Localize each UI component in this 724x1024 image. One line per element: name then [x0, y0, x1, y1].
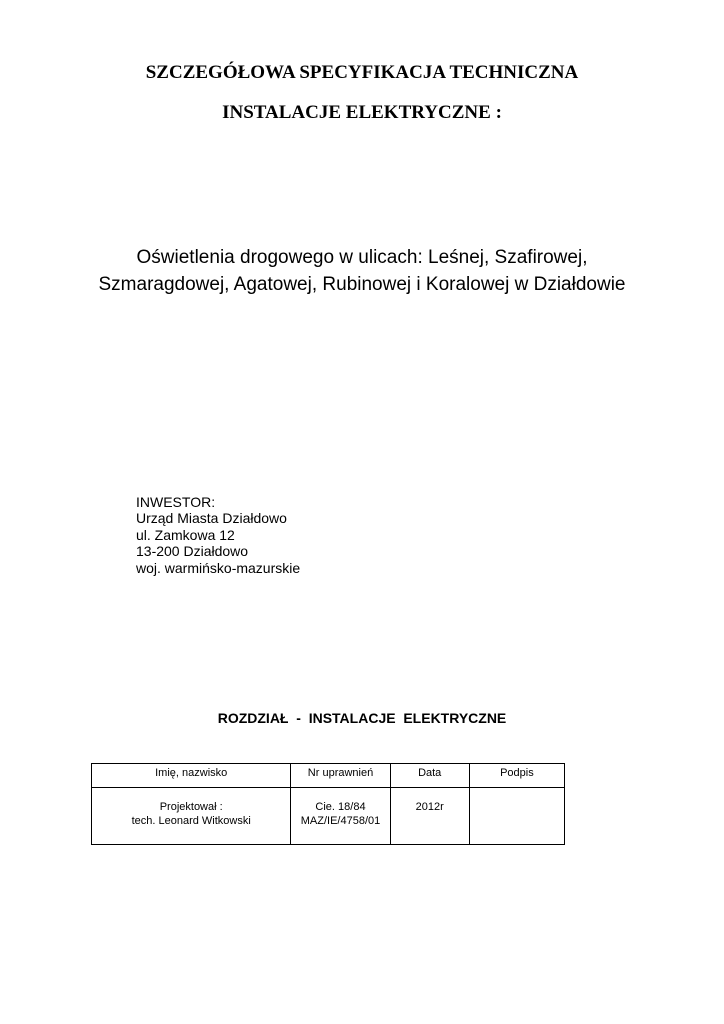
signature-table [91, 763, 565, 845]
header-license: Nr uprawnień [291, 764, 390, 788]
header-signature: Podpis [469, 764, 564, 788]
investor-street: ul. Zamkowa 12 [136, 526, 235, 543]
table-row [92, 788, 565, 845]
chapter-heading: ROZDZIAŁ - INSTALACJE ELEKTRYCZNE [217, 710, 507, 726]
header-date: Data [390, 764, 469, 788]
investor-block [136, 494, 300, 576]
document-subtitle: INSTALACJE ELEKTRYCZNE : [222, 102, 502, 123]
document-title: SZCZEGÓŁOWA SPECYFIKACJA TECHNICZNA [145, 62, 579, 83]
table-header-row [92, 764, 565, 788]
cell-license [291, 788, 390, 845]
cell-designer [92, 788, 291, 845]
project-subject [0, 244, 724, 298]
header-name: Imię, nazwisko [92, 764, 291, 788]
investor-name: Urząd Miasta Działdowo [136, 510, 287, 527]
license-line-1: Cie. 18/84 [315, 801, 366, 813]
designer-role: Projektował : [159, 801, 223, 813]
investor-region: woj. warmińsko-mazurskie [136, 559, 301, 576]
cell-date: 2012r [390, 788, 469, 845]
subject-line-1: Oświetlenia drogowego w ulicach: Leśnej, Szafirowej, [136, 247, 588, 268]
cell-signature [469, 788, 564, 845]
investor-label: INWESTOR: [136, 494, 216, 510]
subject-line-2: Szmaragdowej, Agatowej, Rubinowej i Koralowej w Działdowie [98, 274, 626, 295]
investor-city: 13-200 Działdowo [136, 543, 249, 560]
designer-name: tech. Leonard Witkowski [131, 815, 251, 827]
license-line-2: MAZ/IE/4758/01 [300, 815, 381, 827]
